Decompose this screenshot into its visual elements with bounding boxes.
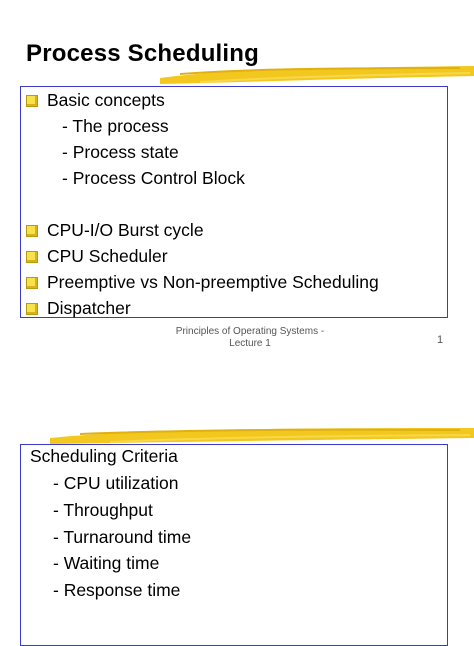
page-number: 1 bbox=[437, 334, 444, 346]
bullet-icon bbox=[26, 95, 38, 107]
list-item: - Throughput bbox=[53, 500, 153, 520]
slide-2 bbox=[0, 390, 474, 632]
bullet-icon bbox=[26, 277, 38, 289]
list-item: Preemptive vs Non-preemptive Scheduling bbox=[47, 272, 379, 292]
bullet-icon bbox=[26, 251, 38, 263]
list-item: - Process Control Block bbox=[62, 168, 245, 188]
list-item: CPU-I/O Burst cycle bbox=[47, 220, 204, 240]
slide-title: Process Scheduling bbox=[26, 40, 260, 67]
list-item: - Turnaround time bbox=[53, 527, 192, 547]
footer-line: Lecture 1 bbox=[229, 338, 271, 349]
bullet-icon bbox=[26, 225, 38, 237]
footer-line: Principles of Operating Systems - bbox=[175, 326, 325, 337]
list-item: CPU Scheduler bbox=[47, 246, 168, 266]
title-underline-brush bbox=[160, 60, 474, 88]
list-item: - Waiting time bbox=[53, 553, 160, 573]
list-item: - The process bbox=[62, 116, 169, 136]
slide-footer bbox=[160, 326, 340, 350]
list-item: Scheduling Criteria bbox=[30, 446, 178, 466]
bullet-icon bbox=[26, 303, 38, 315]
list-item: Basic concepts bbox=[47, 90, 165, 110]
list-item: - Process state bbox=[62, 142, 179, 162]
list-item: - Response time bbox=[53, 580, 181, 600]
list-item: Dispatcher bbox=[47, 298, 131, 318]
list-item: - CPU utilization bbox=[53, 473, 179, 493]
